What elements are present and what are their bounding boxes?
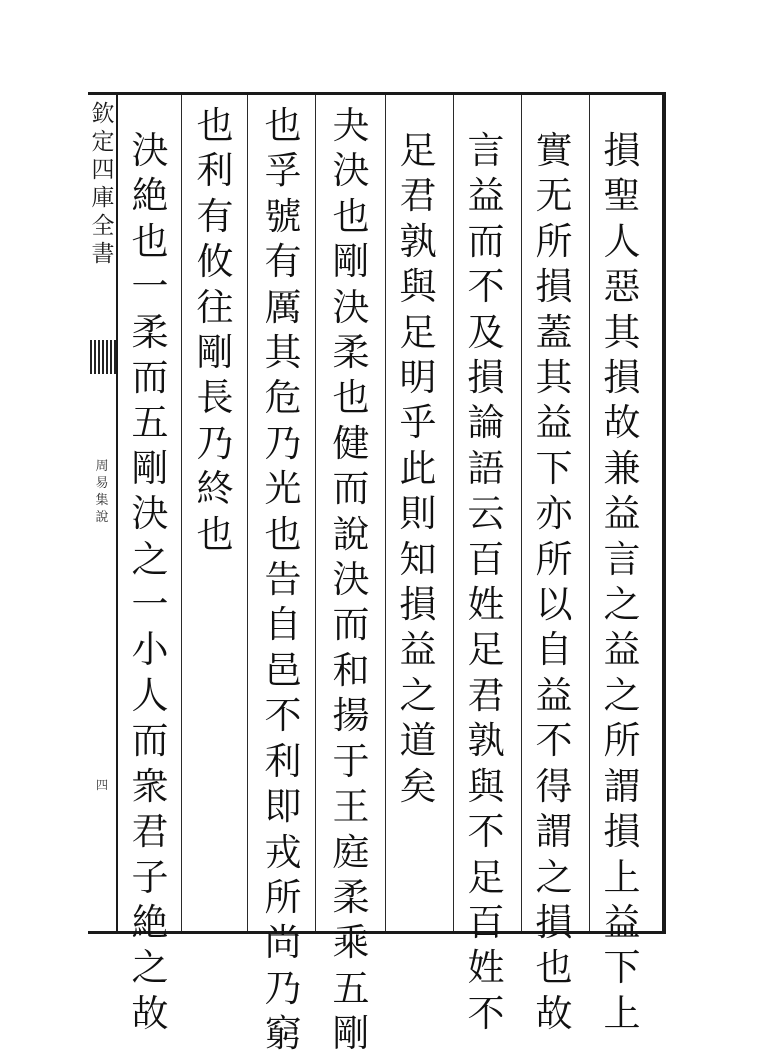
text-column-7: 也利有攸往剛長乃終也 [196, 104, 234, 556]
text-column-1: 損聖人惡其損故兼益言之益之所謂損上益下上 [603, 129, 641, 1035]
column-rule [589, 95, 590, 931]
column-rule [453, 95, 454, 931]
text-column-4: 足君孰與足明乎此則知損益之道矣 [399, 129, 437, 808]
edge-fishtail-mark [90, 340, 116, 374]
text-column-6: 也孚號有厲其危乃光也告自邑不利即戎所尚乃窮 [264, 104, 302, 1056]
column-rule [315, 95, 316, 931]
edge-book-title: 周易集說 [95, 459, 109, 525]
text-column-5: 夬決也剛決柔也健而說決而和揚于王庭柔乘五剛 [332, 104, 370, 1056]
text-column-2: 實无所損蓋其益下亦所以自益不得謂之損也故 [535, 129, 573, 1035]
text-column-3: 言益而不及損論語云百姓足君孰與不足百姓不 [467, 129, 505, 1035]
column-rule [385, 95, 386, 931]
edge-page-number: 四 [95, 778, 108, 792]
column-rule [521, 95, 522, 931]
column-rule [181, 95, 182, 931]
column-rule [247, 95, 248, 931]
edge-collection-title: 欽定四庫全書 [91, 101, 115, 267]
text-column-8: 決絶也一柔而五剛決之一小人而衆君子絶之故 [131, 129, 169, 1035]
